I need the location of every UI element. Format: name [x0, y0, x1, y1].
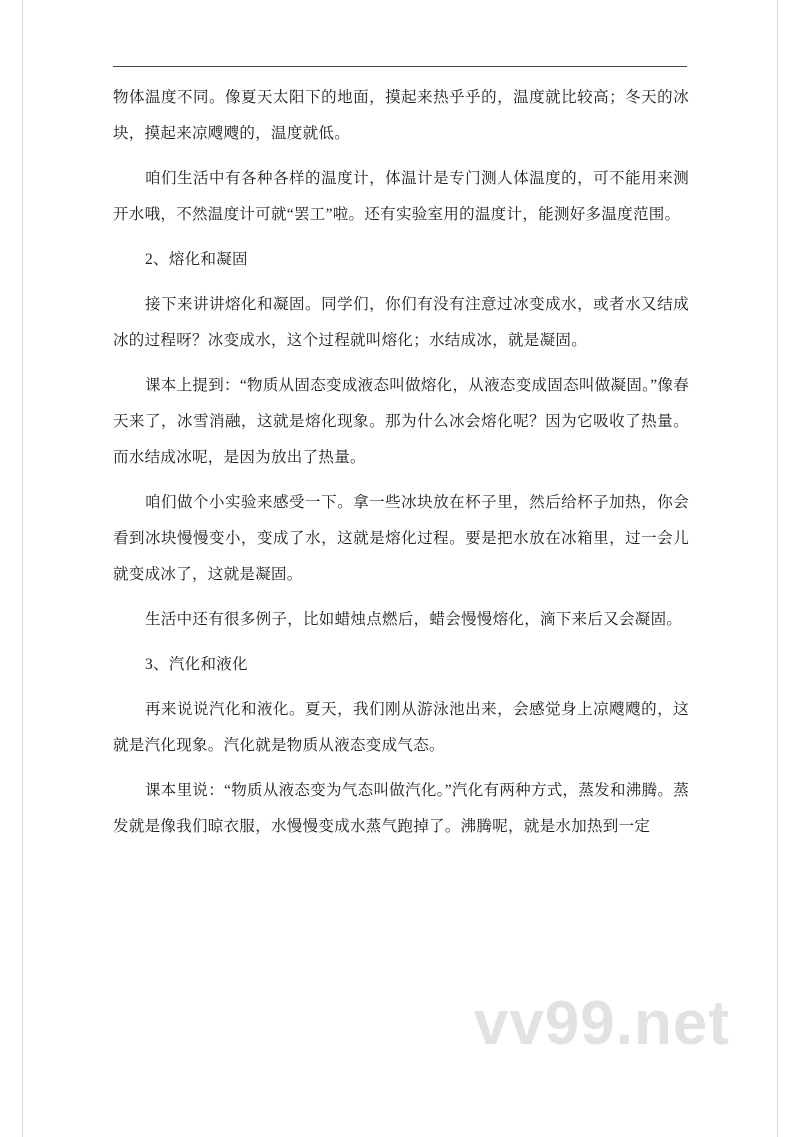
paragraph: 再来说说汽化和液化。夏天，我们刚从游泳池出来，会感觉身上凉飕飕的，这就是汽化现象。汽化就是物质从液态变成气态。 [113, 701, 689, 754]
paragraph: 咱们生活中有各种各样的温度计，体温计是专门测人体温度的，可不能用来测开水哦，不然温度计可就“罢工”啦。还有实验室用的温度计，能测好多温度范围。 [113, 170, 689, 223]
page-border-left [22, 0, 23, 1137]
paragraph: 物体温度不同。像夏天太阳下的地面，摸起来热乎乎的，温度就比较高；冬天的冰块，摸起来凉飕飕的，温度就低。 [113, 89, 689, 142]
paragraph: 接下来讲讲熔化和凝固。同学们，你们有没有注意过冰变成水，或者水又结成冰的过程呀？冰变成水，这个过程就叫熔化；水结成冰，就是凝固。 [113, 296, 689, 349]
paragraph: 生活中还有很多例子，比如蜡烛点燃后，蜡会慢慢熔化，滴下来后又会凝固。 [145, 611, 683, 628]
page-border-right [777, 0, 778, 1137]
paragraph: 咱们做个小实验来感受一下。拿一些冰块放在杯子里，然后给杯子加热，你会看到冰块慢慢变小，变成了水，这就是熔化过程。要是把水放在冰箱里，过一会儿就变成冰了，这就是凝固。 [113, 494, 689, 583]
document-body [113, 80, 689, 854]
watermark: vv99.net [473, 989, 730, 1058]
paragraph: 课本上提到：“物质从固态变成液态叫做熔化，从液态变成固态叫做凝固。”像春天来了，冰雪消融，这就是熔化现象。那为什么冰会熔化呢？因为它吸收了热量。而水结成冰呢，是因为放出了热量。 [113, 377, 689, 466]
paragraph: 课本里说：“物质从液态变为气态叫做汽化。”汽化有两种方式，蒸发和沸腾。蒸发就是像我们晾衣服，水慢慢变成水蒸气跑掉了。沸腾呢，就是水加热到一定 [113, 782, 689, 835]
section-heading: 2、熔化和凝固 [145, 251, 248, 268]
header-rule [113, 66, 687, 67]
section-heading: 3、汽化和液化 [145, 656, 248, 673]
